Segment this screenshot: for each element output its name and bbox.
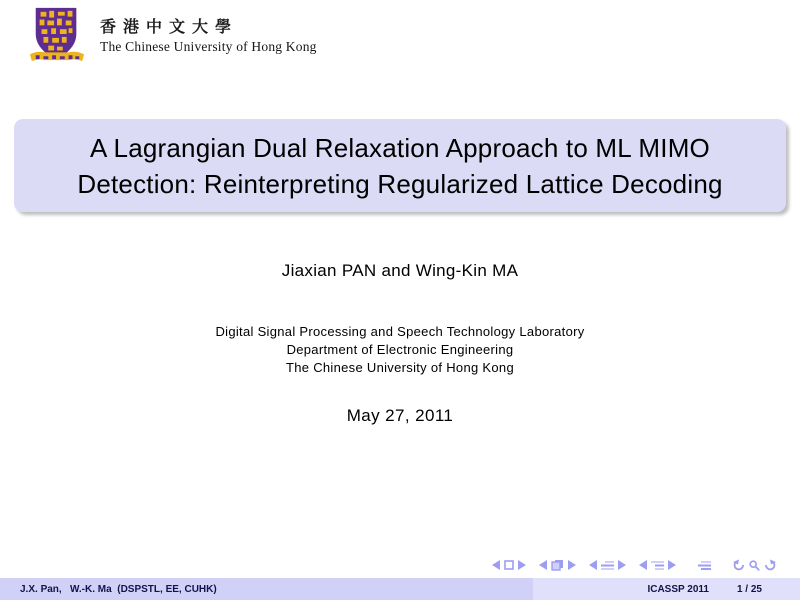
next-subsection-icon[interactable]	[668, 560, 676, 570]
cuhk-logo-text	[100, 14, 317, 55]
institute-line-2: Department of Electronic Engineering	[286, 342, 514, 357]
cuhk-logo	[28, 6, 317, 64]
title-line-2: Detection: Reinterpreting Regularized Lattice Decoding	[77, 168, 723, 199]
title-box	[14, 119, 786, 212]
prev-frame-icon[interactable]	[539, 560, 547, 570]
next-section-icon[interactable]	[618, 560, 626, 570]
institute	[0, 323, 800, 377]
subsection-list-icon[interactable]	[651, 560, 664, 571]
frames-overlay-icon[interactable]	[551, 559, 564, 571]
footline-authors: J.X. Pan, W.-K. Ma (DSPSTL, EE, CUHK)	[0, 578, 533, 600]
section-list-icon[interactable]	[601, 560, 614, 571]
institute-line-3: The Chinese University of Hong Kong	[285, 360, 514, 375]
prev-section-icon[interactable]	[589, 560, 597, 570]
date: May 27, 2011	[346, 406, 454, 425]
logo-english-text: The Chinese University of Hong Kong	[100, 39, 317, 54]
forward-icon[interactable]	[764, 559, 776, 571]
frame-icon[interactable]	[504, 560, 514, 570]
institute-line-1: Digital Signal Processing and Speech Technology Laboratory	[215, 324, 585, 339]
search-icon[interactable]	[749, 560, 760, 571]
footline-conference: ICASSP 2011	[647, 583, 709, 595]
footline-right	[533, 578, 800, 600]
appendix-list-icon[interactable]	[698, 560, 711, 571]
cuhk-shield-icon	[28, 6, 86, 64]
logo-chinese-text: 香港中文大學	[100, 19, 239, 36]
prev-slide-icon[interactable]	[492, 560, 500, 570]
prev-subsection-icon[interactable]	[639, 560, 647, 570]
authors: Jiaxian PAN and Wing-Kin MA	[281, 261, 519, 280]
beamer-navigation-bar	[488, 557, 776, 573]
next-frame-icon[interactable]	[568, 560, 576, 570]
footline	[0, 578, 800, 600]
title-line-1: A Lagrangian Dual Relaxation Approach to ML MIMO	[90, 132, 710, 163]
next-slide-icon[interactable]	[518, 560, 526, 570]
back-icon[interactable]	[733, 559, 745, 571]
footline-page-number: 1 / 25	[736, 583, 762, 595]
